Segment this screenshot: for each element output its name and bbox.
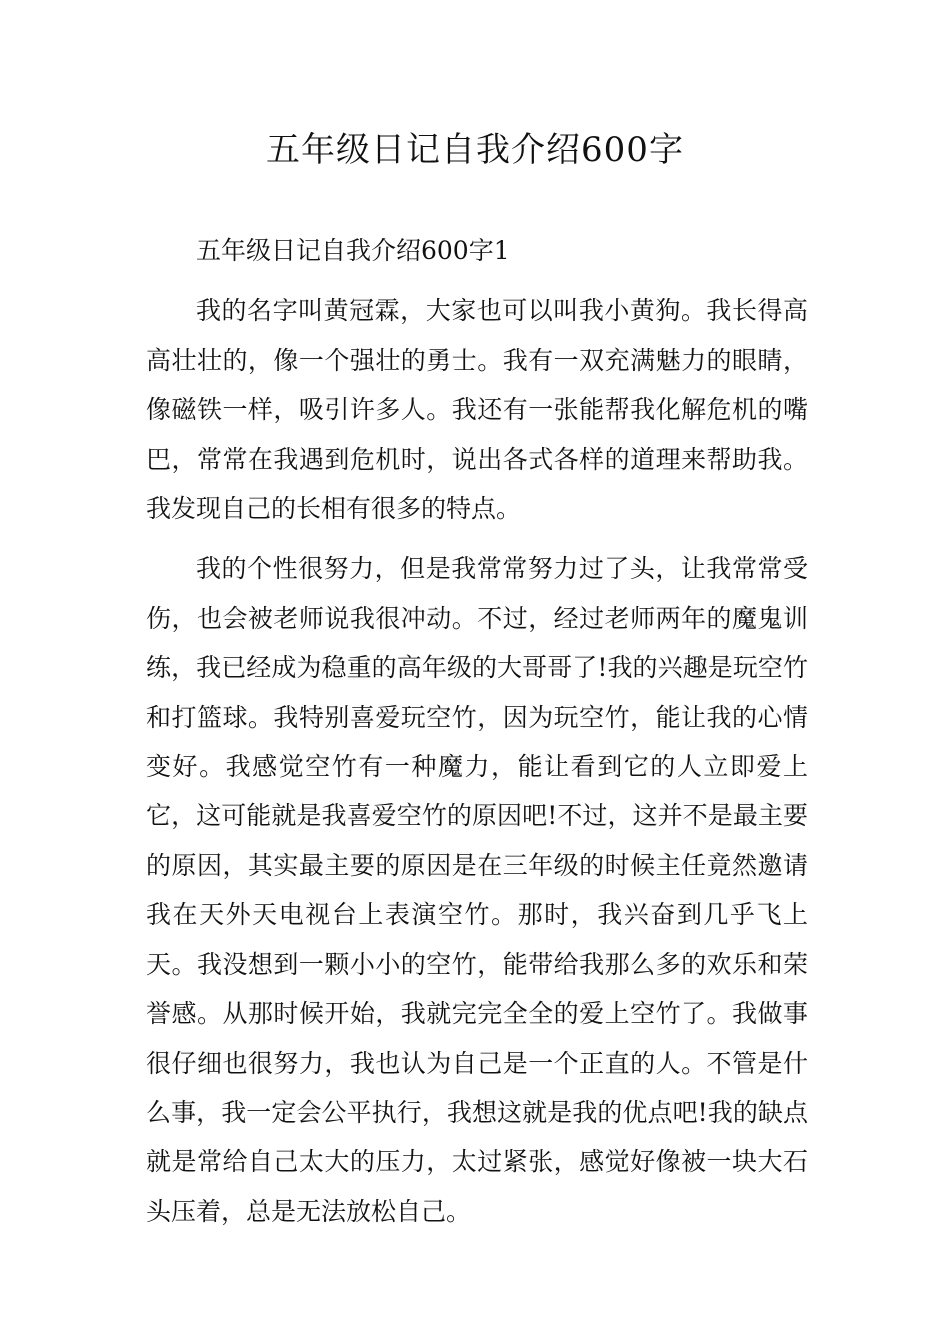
paragraph-2: 我的个性很努力，但是我常常努力过了头，让我常常受伤，也会被老师说我很冲动。不过，经过老师两年的魔鬼训练，我已经成为稳重的高年级的大哥哥了!我的兴趣是玩空竹和打篮球。我特别喜爱玩空竹，因为玩空竹，能让我的心情变好。我感觉空竹有一种魔力，能让看到它的人立即爱上它，这可能就是我喜爱空竹的原因吧!不过，这并不是最主要的原因，其实最主要的原因是在三年级的时候主任竟然邀请我在天外天电视台上表演空竹。那时，我兴奋到几乎飞上天。我没想到一颗小小的空竹，能带给我那么多的欢乐和荣誉感。从那时候开始，我就完完全全的爱上空竹了。我做事很仔细也很努力，我也认为自己是一个正直的人。不管是什么事，我一定会公平执行，我想这就是我的优点吧!我的缺点就是常给自己太大的压力，太过紧张，感觉好像被一块大石头压着，总是无法放松自己。	[146, 554, 808, 1226]
section-heading: 五年级日记自我介绍600字1	[196, 236, 510, 265]
document-title: 五年级日记自我介绍600字	[266, 130, 684, 170]
document-body	[146, 226, 808, 1247]
paragraph-1: 我的名字叫黄冠霖，大家也可以叫我小黄狗。我长得高高壮壮的，像一个强壮的勇士。我有一双充满魅力的眼睛，像磁铁一样，吸引许多人。我还有一张能帮我化解危机的嘴巴，常常在我遇到危机时，说出各式各样的道理来帮助我。我发现自己的长相有很多的特点。	[146, 296, 808, 524]
